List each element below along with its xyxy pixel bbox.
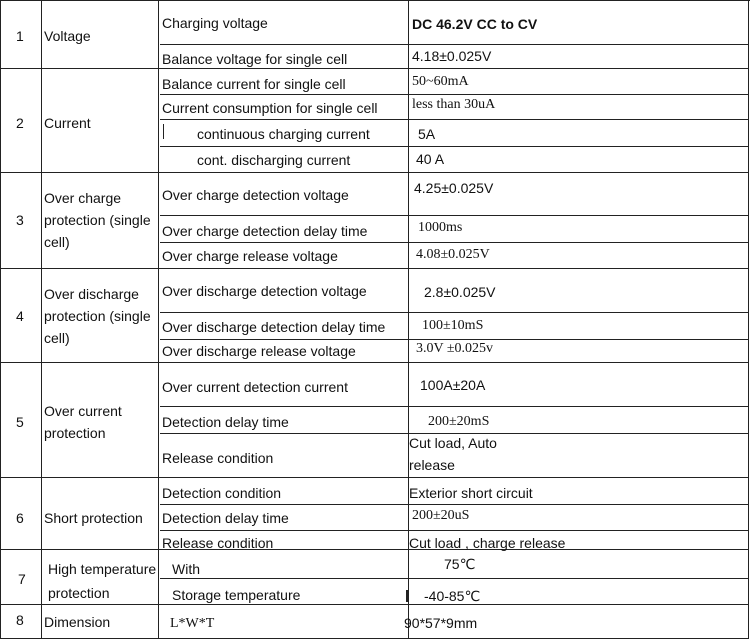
param-value: 4.08±0.025V <box>416 247 490 262</box>
row-divider <box>160 215 749 216</box>
row-number: 6 <box>16 510 24 526</box>
param-label: Release condition <box>162 535 274 551</box>
param-label: Current consumption for single cell <box>162 100 378 116</box>
param-label: continuous charging current <box>197 126 370 142</box>
row-divider <box>160 44 749 45</box>
param-value: 100A±20A <box>420 377 486 393</box>
param-label: Balance current for single cell <box>162 76 346 92</box>
column-divider <box>748 0 749 639</box>
row-divider <box>160 339 749 340</box>
param-value: 100±10mS <box>422 318 484 333</box>
row-divider <box>160 94 749 95</box>
param-value: 200±20uS <box>412 508 470 523</box>
param-label: Detection delay time <box>162 414 289 430</box>
param-label: Over discharge detection delay time <box>162 319 386 335</box>
param-label: Detection condition <box>162 485 282 501</box>
row-category: Over discharge protection (single cell) <box>44 286 151 346</box>
column-divider <box>0 0 1 639</box>
row-category: Over charge protection (single cell) <box>44 190 151 250</box>
param-value: 3.0V ±0.025v <box>416 341 494 356</box>
row-category: Dimension <box>44 614 111 630</box>
row-divider <box>0 172 749 173</box>
row-number: 2 <box>16 115 24 131</box>
param-value: 200±20mS <box>428 414 490 429</box>
param-value: 90*57*9mm <box>404 615 478 631</box>
param-label: Over discharge detection voltage <box>162 283 367 299</box>
row-divider <box>0 549 749 550</box>
param-value: -40-85℃ <box>424 588 481 604</box>
param-value: Exterior short circuit <box>409 485 533 501</box>
row-number: 7 <box>18 571 26 587</box>
row-category: Short protection <box>44 510 143 526</box>
param-value: Cut load , charge release <box>409 535 566 551</box>
column-divider <box>158 0 159 639</box>
param-value: 50~60mA <box>412 74 469 89</box>
row-category: Over current protection <box>44 403 122 441</box>
param-label: Over discharge release voltage <box>162 343 356 359</box>
row-category: Current <box>44 115 91 131</box>
param-label: Balance voltage for single cell <box>162 51 348 67</box>
row-number: 5 <box>16 414 24 430</box>
param-value: 4.25±0.025V <box>414 180 494 196</box>
row-divider <box>160 119 749 120</box>
param-label: Release condition <box>162 450 274 466</box>
param-value: 2.8±0.025V <box>424 284 496 300</box>
row-divider <box>160 406 749 407</box>
row-divider <box>0 362 749 363</box>
cell-marker <box>406 590 408 602</box>
row-number: 4 <box>16 308 24 324</box>
row-number: 3 <box>16 212 24 228</box>
row-divider <box>160 146 749 147</box>
row-category: Voltage <box>44 28 91 44</box>
param-value: 75℃ <box>444 556 476 572</box>
param-value: Cut load, Auto release <box>409 435 497 473</box>
row-divider <box>160 242 749 243</box>
param-label: Over current detection current <box>162 379 348 395</box>
param-value: 5A <box>418 126 436 142</box>
row-divider <box>0 477 749 478</box>
param-value: 1000ms <box>418 220 463 235</box>
row-number: 1 <box>16 28 24 44</box>
param-label: cont. discharging current <box>197 152 351 168</box>
param-value: 40 A <box>416 151 445 167</box>
row-number: 8 <box>16 612 24 628</box>
row-divider <box>0 68 749 69</box>
row-divider <box>160 312 749 313</box>
param-label: Charging voltage <box>162 15 268 31</box>
param-label: Over charge detection voltage <box>162 187 349 203</box>
param-label: L*W*T <box>170 616 215 631</box>
row-divider <box>0 268 749 269</box>
param-label: Storage temperature <box>172 587 301 603</box>
param-label: Over charge detection delay time <box>162 223 368 239</box>
param-label: With <box>172 561 200 577</box>
row-divider <box>160 504 749 505</box>
row-divider <box>160 578 749 579</box>
param-value: less than 30uA <box>412 97 496 112</box>
row-divider <box>0 638 749 639</box>
row-divider <box>0 0 750 1</box>
column-divider <box>41 0 42 639</box>
param-value: DC 46.2V CC to CV <box>412 16 538 32</box>
param-label: Over charge release voltage <box>162 248 338 264</box>
row-category: High temperature protection <box>48 561 157 601</box>
param-label: Detection delay time <box>162 510 289 526</box>
param-value: 4.18±0.025V <box>412 48 492 64</box>
row-divider <box>160 530 749 531</box>
cell-marker <box>163 124 164 139</box>
